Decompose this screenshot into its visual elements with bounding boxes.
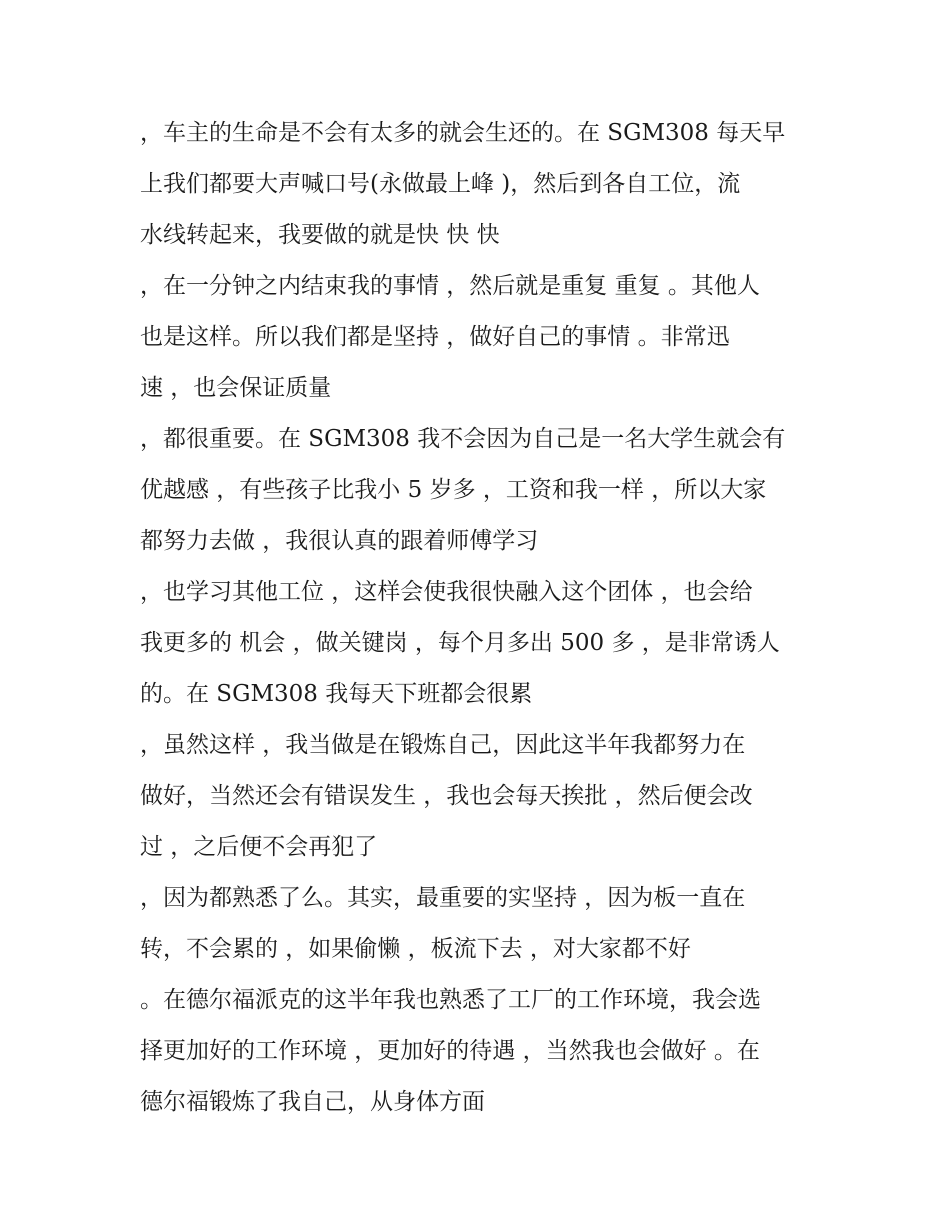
text-line-2: 上我们都要大声喊口号(永做最上峰 )，然后到各自工位，流	[140, 171, 741, 197]
text-line-14: 做好，当然还会有错误发生 ，我也会每天挨批 ，然后便会改	[140, 783, 753, 809]
text-line-16: ，因为都熟悉了么。其实，最重要的实坚持 ，因为板一直在	[140, 885, 746, 911]
text-line-12: 的。在 SGM308 我每天下班都会很累	[140, 681, 533, 707]
text-line-18: 。在德尔福派克的这半年我也熟悉了工厂的工作环境，我会选	[140, 987, 761, 1013]
text-line-1: ，车主的生命是不会有太多的就会生还的。在 SGM308 每天早	[140, 120, 786, 146]
text-line-6: 速 ，也会保证质量	[140, 375, 332, 401]
text-line-4: ，在一分钟之内结束我的事情 ，然后就是重复 重复 。其他人	[140, 273, 760, 299]
text-line-20: 德尔福锻炼了我自己，从身体方面	[140, 1089, 485, 1115]
text-line-7: ，都很重要。在 SGM308 我不会因为自己是一名大学生就会有	[140, 426, 786, 452]
text-line-5: 也是这样。所以我们都是坚持 ，做好自己的事情 。非常迅	[140, 324, 730, 350]
text-line-10: ，也学习其他工位 ，这样会使我很快融入这个团体 ，也会给	[140, 579, 753, 605]
text-line-8: 优越感 ，有些孩子比我小 5 岁多 ，工资和我一样 ，所以大家	[140, 477, 767, 503]
document-body-text	[140, 108, 830, 1128]
text-line-9: 都努力去做 ，我很认真的跟着师傅学习	[140, 528, 539, 554]
text-line-19: 择更加好的工作环境 ，更加好的待遇 ，当然我也会做好 。在	[140, 1038, 760, 1064]
text-line-11: 我更多的 机会 ，做关键岗 ，每个月多出 500 多 ，是非常诱人	[140, 630, 780, 656]
text-line-13: ，虽然这样 ，我当做是在锻炼自己，因此这半年我都努力在	[140, 732, 746, 758]
text-line-15: 过 ，之后便不会再犯了	[140, 834, 378, 860]
text-line-3: 水线转起来，我要做的就是快 快 快	[140, 222, 500, 248]
text-line-17: 转，不会累的 ，如果偷懒 ，板流下去 ，对大家都不好	[140, 936, 691, 962]
